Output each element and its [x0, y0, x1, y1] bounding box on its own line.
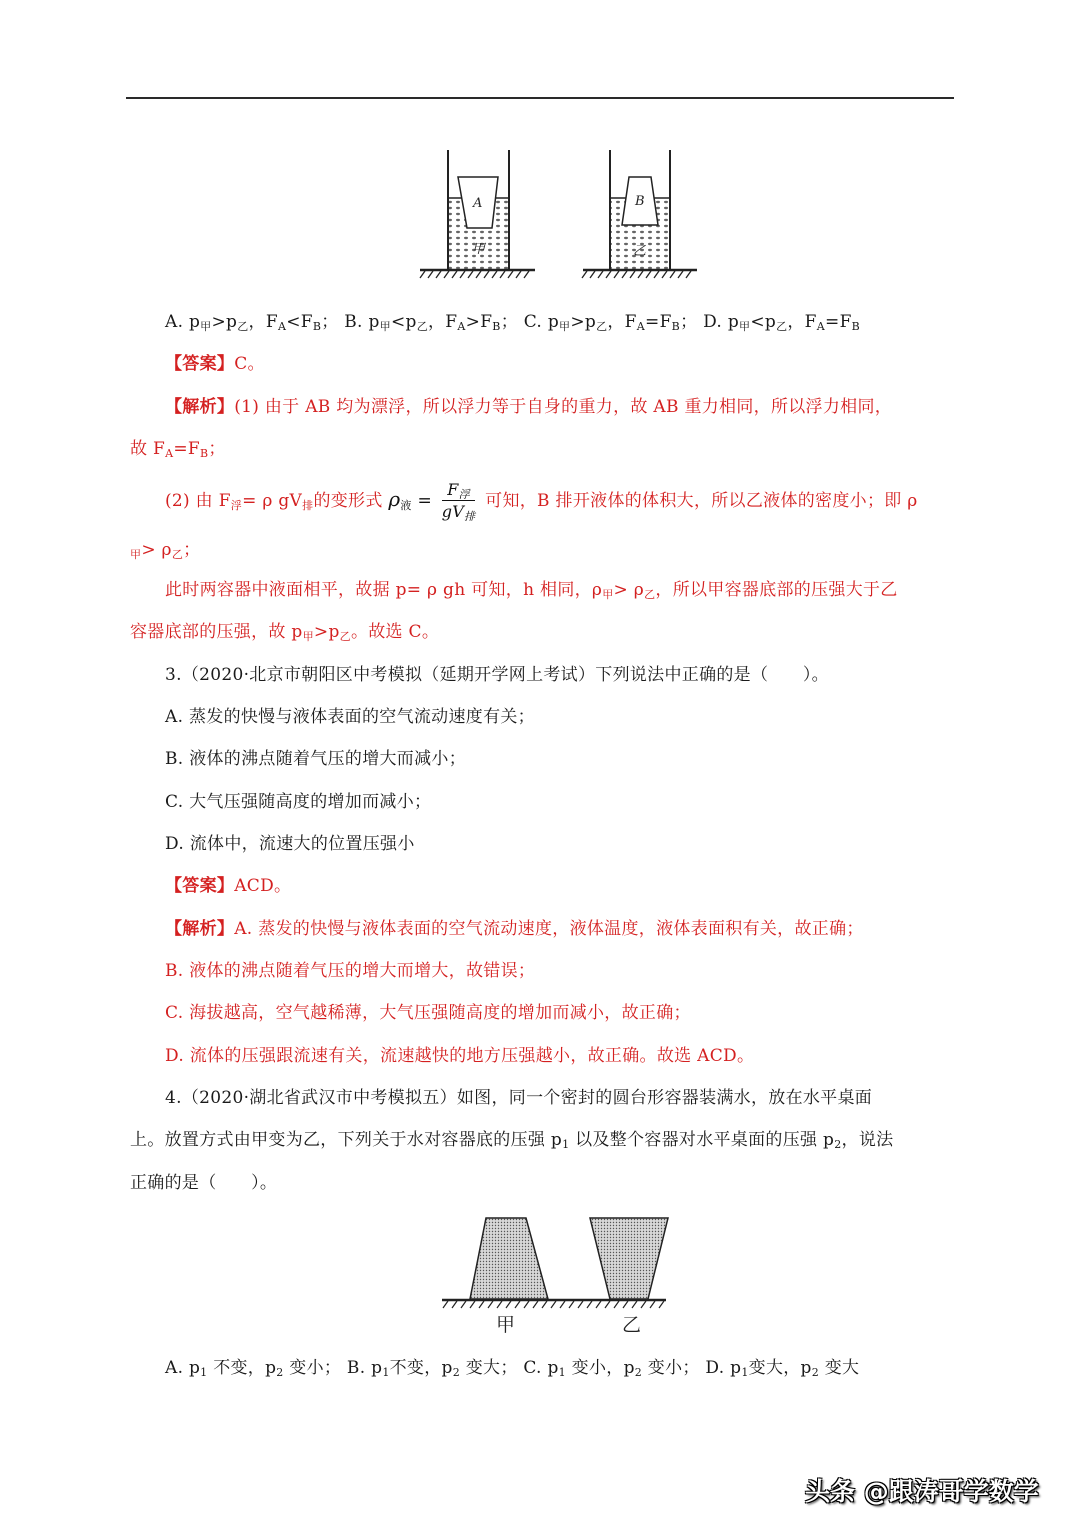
formula-rho: ρ	[388, 487, 401, 511]
q2-answer: 【答案】C。	[165, 354, 265, 374]
q2-options: A. $p_甲>p_乙$，$F_A<F_B$； B. $p_甲<p_乙$，$F_A>F_B$； C. $p_甲>p_乙$，$F_A=F_B$； D. $p_甲<p_乙$，$F_A=F_B$	[165, 312, 861, 333]
q3-analysis-a: 【解析】A. 蒸发的快慢与液体表面的空气流动速度，液体温度，液体表面积有关，故正确；	[165, 919, 864, 939]
q2-analysis-2: (2) 由 $F_浮= \rho$ $gV_排$的变形式 $\rho_液$ = $\frac{F_浮}{gV_排}$ 可知，B 排开液体的体积大，所以乙液体的密度小；即 ρ	[165, 480, 918, 523]
q3-analysis-d: D. 流体的压强跟流速有关，流速越快的地方压强越小，故正确。故选 ACD。	[165, 1046, 755, 1066]
analysis-tag: 【解析】	[165, 397, 235, 417]
q4-stem-2: 上。放置方式由甲变为乙，下列关于水对容器底的压强 $p_1$ 以及整个容器对水平桌面的压强 $p_2$，说法	[130, 1130, 894, 1151]
q4-stem-1: 4.（2020·湖北省武汉市中考模拟五）如图，同一个密封的圆台形容器装满水，放在水平桌面	[165, 1088, 873, 1108]
q2-analysis-3b: 容器底部的压强，故 $p_甲>p_乙$。故选 C。	[130, 622, 440, 643]
q3-option-d: D. 流体中，流速大的位置压强小	[165, 834, 415, 854]
answer-tag: 【答案】	[165, 354, 235, 374]
block-b-label: B	[635, 194, 645, 209]
q2-analysis-1: 【解析】(1) 由于 AB 均为漂浮，所以浮力等于自身的重力，故 AB 重力相同，所以浮力相同，	[165, 397, 893, 417]
label-jia: 甲	[496, 1314, 516, 1336]
q3-option-c: C. 大气压强随高度的增加而减小；	[165, 792, 432, 812]
figure-floating-blocks	[415, 145, 705, 280]
block-a-label: A	[473, 196, 483, 211]
q4-stem-3: 正确的是（ ）。	[130, 1173, 278, 1193]
q2-analysis-3a: 此时两容器中液面相平，故据 p= ρ gh 可知，h 相同，$\rho_甲> \rho_乙$，所以甲容器底部的压强大于乙	[165, 580, 898, 601]
q3-analysis-c: C. 海拔越高，空气越稀薄，大气压强随高度的增加而减小，故正确；	[165, 1003, 691, 1023]
q2-analysis-1b: 故 $F_A=F_B$；	[130, 439, 226, 460]
q2-analysis-2b: $_甲> \rho_乙$；	[130, 540, 201, 561]
figure-frustum-containers	[440, 1212, 670, 1337]
q3-answer: 【答案】ACD。	[165, 876, 292, 896]
header-rule	[126, 97, 954, 99]
liquid-yi-label: 乙	[633, 244, 647, 259]
q3-stem: 3.（2020·北京市朝阳区中考模拟（延期开学网上考试）下列说法中正确的是（ ）。	[165, 665, 829, 685]
q4-options: A. $p_1$ 不变，$p_2$ 变小； B. $p_1$不变，$p_2$ 变大； C. $p_1$ 变小，$p_2$ 变小； D. $p_1$变大，$p_2$ 变大	[165, 1358, 860, 1379]
q3-analysis-b: B. 液体的沸点随着气压的增大而增大，故错误；	[165, 961, 536, 981]
q3-option-b: B. 液体的沸点随着气压的增大而减小；	[165, 749, 466, 769]
watermark: 头条 @跟涛哥学数学	[805, 1477, 1039, 1506]
density-formula: $\frac{F_浮}{gV_排}$	[441, 480, 476, 523]
label-yi: 乙	[622, 1314, 642, 1336]
liquid-jia-label: 甲	[472, 242, 486, 257]
q3-option-a: A. 蒸发的快慢与液体表面的空气流动速度有关；	[165, 707, 535, 727]
